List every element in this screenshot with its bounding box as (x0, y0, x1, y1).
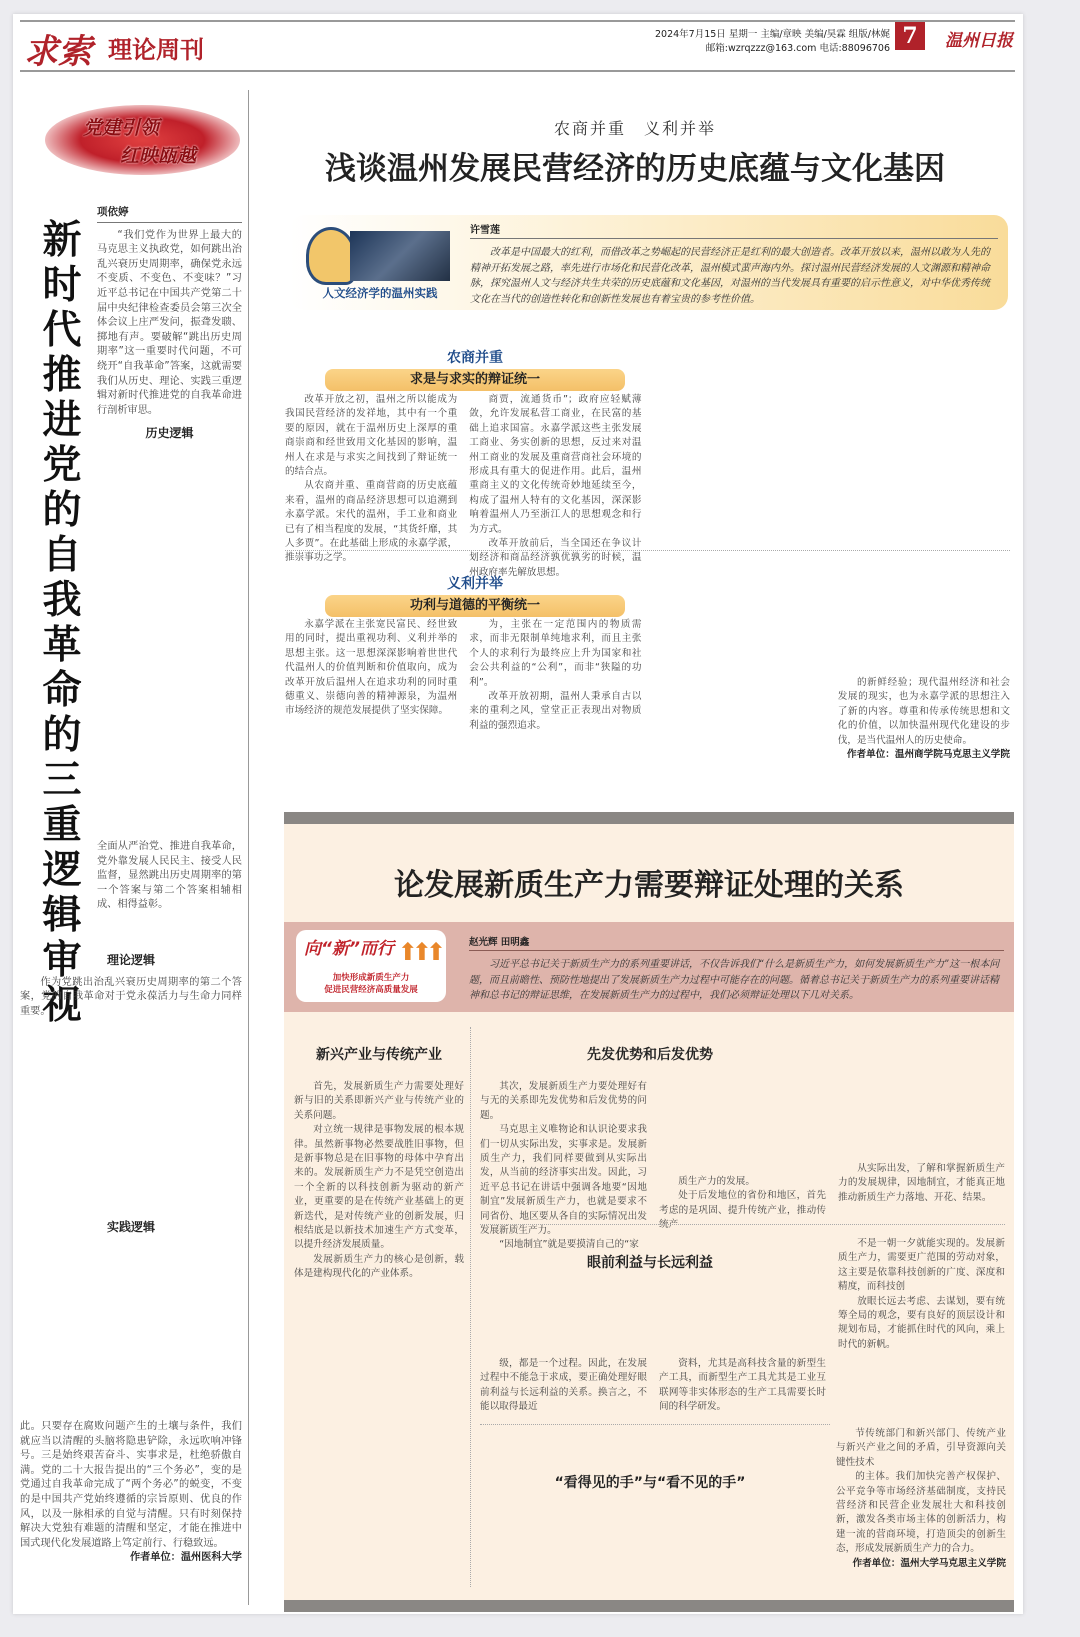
paragraph: “我们党作为世界上最大的马克思主义执政党，如何跳出治乱兴衰历史周期率，确保党永远不变质、不变色、不变味？”习近平总书记在中国共产党第二十届中央纪律检查委员会第三次全体会议上庄严发问，振聋发聩、掷地有声。要破解“跳出历史周期率”这一重要时代问题，不可绕开“自我革命”答案，这就需要我们从历史、理论、实践三重逻辑对新时代推进党的自我革命进行剖析审思。 (97, 229, 242, 416)
banner-line: 红映瓯越 (120, 145, 197, 167)
paragraph: 作为党跳出治乱兴衰历史周期率的第二个答案，党的自我革命对于党永葆活力与生命力同样重要。 (20, 976, 242, 1017)
party-building-banner (45, 105, 240, 175)
section1-heading (325, 347, 625, 391)
badge-title: 向“新”而行 (304, 939, 394, 959)
illustration-caption: 人文经济学的温州实践 (322, 286, 438, 300)
column-badge (296, 930, 446, 1002)
text-column (469, 393, 642, 578)
intro-paragraph: 习近平总书记关于新质生产力的系列重要讲话，不仅告诉我们“什么是新质生产力，如何发展新质生产力”这一根本问题，而且前瞻性、预防性地提出了发展新质生产力过程中可能存在的问题。循着总书记关于新质生产力的系列重要讲话精神和总书记的辩证思维，在发展新质生产力的过程中，我们必须辩证处理以下几对关系。 (469, 959, 1000, 1001)
section1-body (285, 393, 1010, 578)
head-silhouette-icon (306, 227, 356, 285)
paragraph: 商贾，流通货币”；政府应轻赋薄敛，允许发展私营工商业，在民富的基础上追求国富。永嘉学派这些主张发展工商业、务实创新的思想，反过来对温州工商业的发展及重商营商社会环境的形成具有重大的促进作用。此后，温州重商主义的文化传统奇妙地延续至今，构成了温州人特有的文化基因，深深影响着温州人乃至浙江人的思想观念和行为方式。 (469, 394, 642, 535)
paragraph: 其次，发展新质生产力要处理好有与无的关系即先发优势和后发优势的问题。 (480, 1081, 647, 1121)
page-number: 7 (895, 22, 925, 50)
text-column (480, 1237, 647, 1417)
paragraph: 对立统一规律是事物发展的根本规律。虽然新事物必然要战胜旧事物，但是新事物总是在旧事物的母体中孕育出来的。发展新质生产力不是凭空创造出一个全新的以科技创新为驱动的新产业，更重要的是在传统产业基础上的更新迭代，是对传统产业的创新发展，归根结底是以新技术加速生产方式变革，以提升经济发展质量。 (294, 1124, 464, 1251)
text-column (285, 618, 457, 793)
paragraph: 改革开放前后，当全国还在争议计划经济和商品经济孰优孰劣的时候，温州政府率先解放思想。 (469, 538, 642, 578)
section-title: 功利与道德的平衡统一 (325, 595, 625, 617)
paper-name-logo: 温州日报 (945, 31, 1013, 51)
paragraph: 资料，尤其是高科技含量的新型生产工具，而新型生产工具尤其是工业互联网等非实体形态的生产工具需要长时间的科学研发。 (659, 1358, 826, 1413)
paragraph: 的主体。我们加快完善产权保护、公平竞争等市场经济基础制度，支持民营经济和民营企业发展壮大和科技创新，激发各类市场主体的创新活力，构建一流的营商环境，打造顶尖的创新生态，形成发展新质生产力的合力。 (836, 1471, 1006, 1555)
row3-body (836, 1427, 1006, 1597)
paragraph: 从农商并重、重商营商的历史底蕴来看，温州的商品经济思想可以追溯到永嘉学派。宋代的温州，手工业和商业已有了相当程度的发展，“其货纤靡，其人多贾”。在此基础上形成的永嘉学派，推崇事功之学。 (285, 480, 458, 564)
paragraph: 发展新质生产力的核心是创新，载体是建构现代化的产业体系。 (294, 1253, 464, 1280)
banner-line: 党建引领 (83, 117, 160, 139)
paragraph: 质生产力的发展。 (678, 1176, 755, 1187)
paragraph: 此。只要存在腐败问题产生的土壤与条件，我们就应当以清醒的头脑将隐患铲除，永远吹响冲锋号。三是始终艰苦奋斗、实事求是，杜绝骄傲自满。党的二十大报告提出的“三个务必”，变的是党通过自我革命完成了“两个务必”的蜕变，不变的是中国共产党始终遵循的宗旨原则、优良的作风，以及一脉相承的自觉与清醒。只有时刻保持解决大党独有难题的清醒和坚定，才能在推进中国式现代化发展道路上笃定前行、行稳致远。 (20, 1421, 242, 1549)
paragraph: 不是一朝一夕就能实现的。发展新质生产力，需要更广范围的劳动对象，这主要是依靠科技创新的广度、深度和精度，而科技创 (838, 1238, 1005, 1293)
rising-arrows-icon: ⬆⬆⬆ (397, 938, 440, 966)
author-unit: 作者单位：温州医科大学 (129, 1552, 242, 1564)
author: 许雪莲 (470, 221, 998, 239)
paragraph: 马克思主义唯物论和认识论要求我们一切从实际出发，实事求是。发展新质生产力，我们同样要做到从实际出发，从当前的经济事实出发。因此，习近平总书记在讲话中强调各地要“因地制宜”发展新质生产力，也就是要求不同省份、地区要从各自的实际情况出发发展新质生产力。 (480, 1124, 647, 1237)
issue-meta (655, 28, 890, 56)
left-article-practice-heading (20, 1212, 242, 1243)
paragraph: 放眼长远去考虑、去谋划，要有统筹全局的观念，要有良好的顶层设计和规划布局，才能抓住时代的风向，乘上时代的新帆。 (838, 1295, 1005, 1350)
column-text (838, 676, 1010, 748)
badge-sub: 加快形成新质生产力 (332, 973, 410, 983)
article1-kicker: 农商并重 义利并举 (553, 119, 716, 138)
section2-body (285, 618, 1010, 793)
paragraph: 处于后发地位的省份和地区，首先考虑的是巩固、提升传统产业，推动传统产 (659, 1190, 826, 1231)
subheading: 新兴产业与传统产业 (316, 1047, 442, 1063)
text-column (838, 618, 1010, 793)
text-column (654, 618, 826, 793)
frame-bar (284, 1600, 1014, 1612)
left-article-practice (20, 1420, 242, 1566)
article1-title: 浅谈温州发展民营经济的历史底蕴与文化基因 (325, 151, 945, 187)
subheading: “看得见的手”与“看不见的手” (554, 1475, 746, 1491)
article2 (284, 812, 1014, 1612)
section-kicker: 农商并重 (447, 350, 503, 366)
column-divider (248, 90, 249, 1605)
paragraph: “因地制宜”就是要摸清自己的“家 (499, 1239, 639, 1251)
subheading: 先发优势和后发优势 (587, 1047, 713, 1063)
text-column (294, 1080, 464, 1580)
text-column (469, 618, 641, 793)
paragraph: 级，都是一个过程。因此，在发展过程中不能急于求成，要正确处理好眼前利益与长远利益的关系。换言之，不能以取得最近 (480, 1358, 647, 1413)
text-column (838, 393, 1010, 543)
subheading: 眼前利益与长远利益 (587, 1255, 713, 1271)
author-unit: 作者单位：温州商学院马克思主义学院 (846, 749, 1010, 761)
text-column (480, 1080, 647, 1251)
author: 项依婷 (97, 205, 242, 223)
humanistic-economics-illustration (300, 223, 450, 303)
text-column (285, 393, 458, 564)
article1-intro-box (290, 215, 1008, 310)
column-divider (470, 1027, 471, 1587)
paragraph: 全面从严治党、推进自我革命，党外靠发展人民民主、接受人民监督，显然跳出历史周期率的第一个答案与第二个答案相辅相成、相得益彰。 (97, 841, 242, 911)
text-column (659, 1237, 826, 1417)
badge-subtitle (296, 972, 446, 996)
section-divider (480, 1424, 830, 1425)
left-article-history-tail (97, 840, 242, 913)
qiusuo-logo: 求索 (24, 32, 92, 72)
section-divider (285, 550, 1010, 551)
masthead (20, 20, 1015, 72)
issue-contact: 邮箱:wzrqzzz@163.com 电话:88096706 (705, 43, 890, 54)
section-kicker: 义利并举 (447, 576, 503, 592)
left-article-title: 新时代推进党的自我革命的三重逻辑审视 (42, 218, 82, 1028)
left-article-theory (20, 945, 242, 1019)
section-divider (480, 1224, 1005, 1225)
left-article-intro (97, 205, 242, 449)
section2-heading (325, 573, 625, 617)
text-column (654, 393, 826, 543)
section-name: 理论周刊 (108, 36, 204, 64)
row1-body (480, 1080, 1005, 1251)
section-title: 求是与求实的辩证统一 (325, 369, 625, 391)
paragraph: 为，主张在一定范围内的物质需求，而非无限制单纯地求利，而且主张个人的求利行为最终应上升为国家和社会公共利益的“公利”，而非“狭隘的功利”。 (469, 619, 642, 688)
paragraph: 首先，发展新质生产力需要处理好新与旧的关系即新兴产业与传统产业的关系问题。 (294, 1081, 464, 1121)
paragraph: 从实际出发，了解和掌握新质生产力的发展规律，因地制宜，才能真正地推动新质生产力落地、开花、结果。 (838, 1163, 1005, 1203)
text-column (838, 1080, 1005, 1220)
column-text (836, 1427, 1006, 1557)
frame-bar (284, 812, 1014, 824)
paragraph: 改革开放初期，温州人秉承自古以来的重利之风，堂堂正正表现出对物质利益的强烈追求。 (469, 691, 642, 731)
subheading: 实践逻辑 (106, 1220, 155, 1234)
subheading: 历史逻辑 (145, 426, 194, 441)
paragraph: 改革开放之初，温州之所以能成为我国民营经济的发祥地，其中有一个重要的原因，就在于温州历史上深厚的重商崇商和经世致用文化基因的影响，温州人在求是与求实之间找到了辩证统一的结合点。 (285, 394, 458, 478)
badge-sub: 促进民营经济高质量发展 (324, 985, 418, 995)
text-column (836, 1427, 1006, 1597)
article2-intro-band (284, 922, 1014, 1012)
paragraph: 永嘉学派在主张宽民富民、经世致用的同时，提出重视功利、义利并举的思想主张。这一思想深深影响着世世代代温州人的价值判断和价值取向，成为改革开放后温州人在追求功利的同时重德重义、崇德向善的精神源泉，为温州市场经济的规范发展提供了坚实保障。 (285, 619, 458, 717)
intro-paragraph: 改革是中国最大的红利，而借改革之势崛起的民营经济正是红利的最大创造者。改革开放以来，温州以敢为人先的精神开拓发展之路，率先进行市场化和民营化改革，温州模式蜚声海内外。探讨温州民营经济发展的人文渊源和精神命脉，探究温州人文与经济共生共荣的历史底蕴和文化基因，对温州的当代发展具有重要的启示性意义，对中华优秀传统文化在当代的创造性转化和创新性发展也有着宝贵的参考性价值。 (470, 247, 990, 305)
author-unit: 作者单位：温州大学马克思主义学院 (852, 1557, 1006, 1569)
col1 (294, 1080, 464, 1580)
row2-body (480, 1237, 1005, 1417)
article2-title: 论发展新质生产力需要辩证处理的关系 (394, 868, 904, 903)
text-column (659, 1080, 826, 1231)
cityscape-image (350, 231, 450, 281)
paragraph: 节传统部门和新兴部门、传统产业与新兴产业之间的矛盾，引导资源向关键性技术 (836, 1428, 1006, 1468)
subheading: 理论逻辑 (106, 953, 155, 967)
text-column (838, 1237, 1005, 1417)
issue-date-editors: 2024年7月15日 星期一 主编/章映 美编/昊霖 组版/林娓 (655, 29, 890, 40)
paragraph: 的新鲜经验；现代温州经济和社会发展的现实，也为永嘉学派的思想注入了新的内容。尊重和传承传统思想和文化的价值，以加快温州现代化建设的步伐，是当代温州人的历史使命。 (837, 677, 1010, 746)
authors: 赵光辉 田明鑫 (469, 934, 1004, 951)
